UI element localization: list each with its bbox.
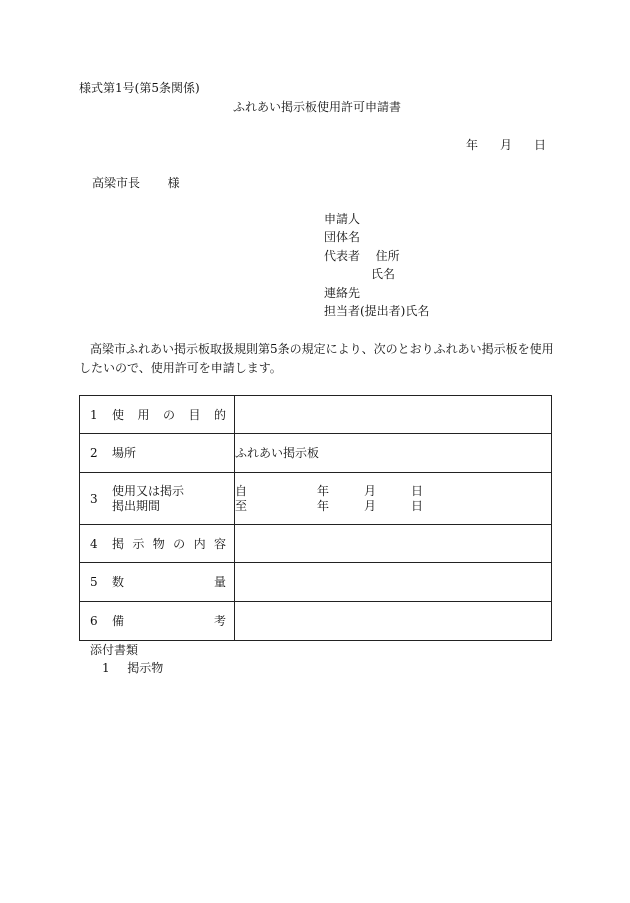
row-label: 掲 示 物 の 内 容 bbox=[112, 536, 226, 551]
contents-value[interactable] bbox=[235, 525, 552, 563]
representative-name-label: 氏名 bbox=[371, 267, 396, 281]
body-text-line1: 高梁市ふれあい掲示板取扱規則第5条の規定により、次のとおりふれあい掲示板を使用 bbox=[90, 342, 554, 356]
label-cell bbox=[80, 473, 235, 525]
table-row-purpose bbox=[80, 396, 552, 434]
row-label: 使 用 の 目 的 bbox=[112, 407, 226, 422]
remarks-value[interactable] bbox=[235, 602, 552, 641]
row-number: 2 bbox=[90, 446, 98, 460]
applicant-person-in-charge: 担当者(提出者)氏名 bbox=[324, 304, 430, 318]
row-number: 4 bbox=[90, 536, 98, 551]
applicant-heading: 申請人 bbox=[324, 212, 361, 226]
row-number: 3 bbox=[90, 491, 98, 506]
date-month: 月 bbox=[499, 138, 512, 152]
addressee bbox=[92, 177, 180, 189]
table-row-period bbox=[80, 473, 552, 525]
row-label: 数 量 bbox=[112, 575, 226, 589]
label-cell bbox=[80, 525, 235, 563]
period-to: 至 年 月 日 bbox=[235, 498, 424, 513]
applicant-representative bbox=[324, 250, 400, 262]
document-title: ふれあい掲示板使用許可申請書 bbox=[233, 100, 402, 114]
row-label: 備 考 bbox=[112, 614, 226, 628]
period-value[interactable] bbox=[235, 473, 552, 525]
row-number: 5 bbox=[90, 575, 98, 589]
applicant-group-name: 団体名 bbox=[324, 230, 361, 244]
label-cell bbox=[80, 396, 235, 434]
purpose-value[interactable] bbox=[235, 396, 552, 434]
row-number: 1 bbox=[90, 407, 98, 422]
row-label: 使用又は掲示 掲出期間 bbox=[112, 483, 185, 513]
label-cell bbox=[80, 563, 235, 602]
representative-address-label: 住所 bbox=[375, 249, 400, 263]
row-label: 場所 bbox=[112, 446, 137, 460]
attachment-item-number: 1 bbox=[102, 661, 110, 675]
date-day: 日 bbox=[533, 138, 546, 152]
addressee-name: 高梁市長 bbox=[92, 176, 141, 190]
representative-label: 代表者 bbox=[324, 249, 361, 263]
addressee-honorific: 様 bbox=[167, 176, 180, 190]
table-row-remarks bbox=[80, 602, 552, 641]
table-row-location bbox=[80, 434, 552, 473]
date-line bbox=[466, 139, 546, 151]
table-row-contents bbox=[80, 525, 552, 563]
period-from: 自 年 月 日 bbox=[235, 483, 424, 498]
form-number: 様式第1号(第5条関係) bbox=[79, 81, 200, 95]
applicant-contact: 連絡先 bbox=[324, 286, 361, 300]
application-table bbox=[79, 395, 552, 641]
table-row-quantity bbox=[80, 563, 552, 602]
quantity-value[interactable] bbox=[235, 563, 552, 602]
row-number: 6 bbox=[90, 614, 98, 628]
location-value[interactable]: ふれあい掲示板 bbox=[235, 434, 552, 473]
attachment-item bbox=[102, 662, 163, 674]
attachment-item-label: 掲示物 bbox=[127, 661, 164, 675]
label-cell bbox=[80, 434, 235, 473]
date-year: 年 bbox=[466, 138, 479, 152]
attachments-heading: 添付書類 bbox=[90, 643, 139, 657]
body-text-line2: したいので、使用許可を申請します。 bbox=[79, 361, 282, 375]
label-cell bbox=[80, 602, 235, 641]
